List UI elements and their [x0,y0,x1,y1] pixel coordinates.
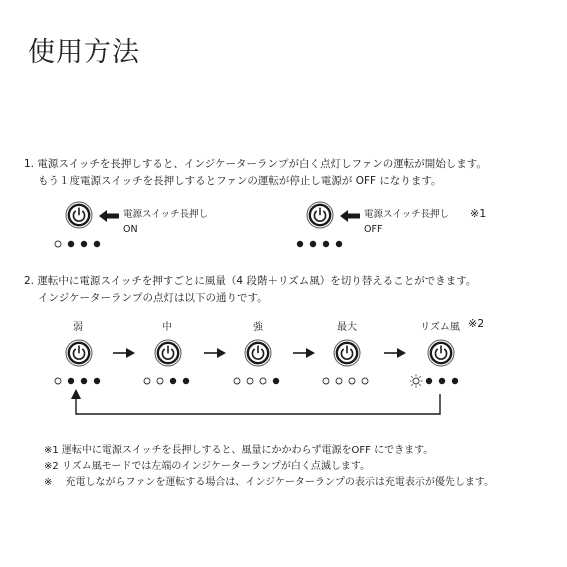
lamp-black [68,378,74,384]
lamp-black [452,378,458,384]
power-button-icon[interactable] [333,339,361,367]
power-button-icon[interactable] [306,201,334,229]
lamp-black [81,378,87,384]
step2-text [24,273,476,307]
lamp-black [336,241,342,247]
lamp-black [297,241,303,247]
step2-line-2: インジケーターランプの点灯は以下の通りです。 [38,292,268,304]
arrow-right-icon [113,347,135,359]
mode-label-max: 最大 [337,322,357,333]
mode-label-rhythm: リズム風 [420,322,460,333]
lamp-row-on [52,236,112,252]
arrow-right-icon [293,347,315,359]
page-title: 使用方法 [28,37,140,68]
lamp-black [94,241,100,247]
lamp-black [183,378,189,384]
lamp-white [55,378,61,384]
lamp-black [310,241,316,247]
on-state-text: ON [123,224,138,235]
arrow-right-icon [204,347,226,359]
on-instruction [123,207,208,237]
arrow-left-icon [340,210,360,222]
footnote-3: ※ 充電しながらファンを運転する場合は、インジケーターランプの表示は充電表示が優先します。 [44,477,495,488]
off-instruction [364,207,449,237]
arrow-left-icon [99,210,119,222]
lamp-black [323,241,329,247]
step1-line-1: 1. 電源スイッチを長押しすると、インジケーターランプが白く点灯しファンの運転が開始します。 [24,158,487,170]
mode-label-strong: 強 [253,322,263,333]
lamp-white [349,378,355,384]
power-button-icon[interactable] [65,339,93,367]
off-state-text: OFF [364,224,383,235]
lamp-white [323,378,329,384]
power-button-icon[interactable] [244,339,272,367]
lamp-white [157,378,163,384]
lamp-black [273,378,279,384]
step2-line-1: 2. 運転中に電源スイッチを押すごとに風量（4 段階＋リズム風）を切り替えることができます。 [24,275,477,287]
lamp-black [94,378,100,384]
lamp-white [144,378,150,384]
lamp-black [170,378,176,384]
power-button-icon[interactable] [427,339,455,367]
arrow-right-icon [384,347,406,359]
on-instruction-text: 電源スイッチ長押し [123,209,209,220]
lamp-black [426,378,432,384]
lamp-white [336,378,342,384]
lamp-white [362,378,368,384]
footnotes [44,443,494,491]
off-note-mark: ※1 [470,207,487,220]
lamp-black [439,378,445,384]
step1-line-2: もう１度電源スイッチを長押しするとファンの運転が停止し電源が OFF になります。 [38,175,442,187]
footnote-2: ※2 リズム風モードでは左端のインジケーターランプが白く点滅します。 [44,461,371,472]
off-instruction-text: 電源スイッチ長押し [364,209,450,220]
footnote-1: ※1 運転中に電源スイッチを長押しすると、風量にかかわらず電源をOFF にできます。 [44,445,434,456]
lamp-row-off [294,236,354,252]
power-button-icon[interactable] [154,339,182,367]
lamp-black [68,241,74,247]
mode-label-medium: 中 [162,322,172,333]
mode-label-weak: 弱 [73,322,83,333]
rhythm-note-mark: ※2 [468,317,485,330]
lamp-white [234,378,240,384]
lamp-white [260,378,266,384]
lamp-white [247,378,253,384]
cycle-return-arrow [68,386,448,420]
step1-text [24,156,487,190]
lamp-white [55,241,61,247]
lamp-black [81,241,87,247]
power-button-icon[interactable] [65,201,93,229]
